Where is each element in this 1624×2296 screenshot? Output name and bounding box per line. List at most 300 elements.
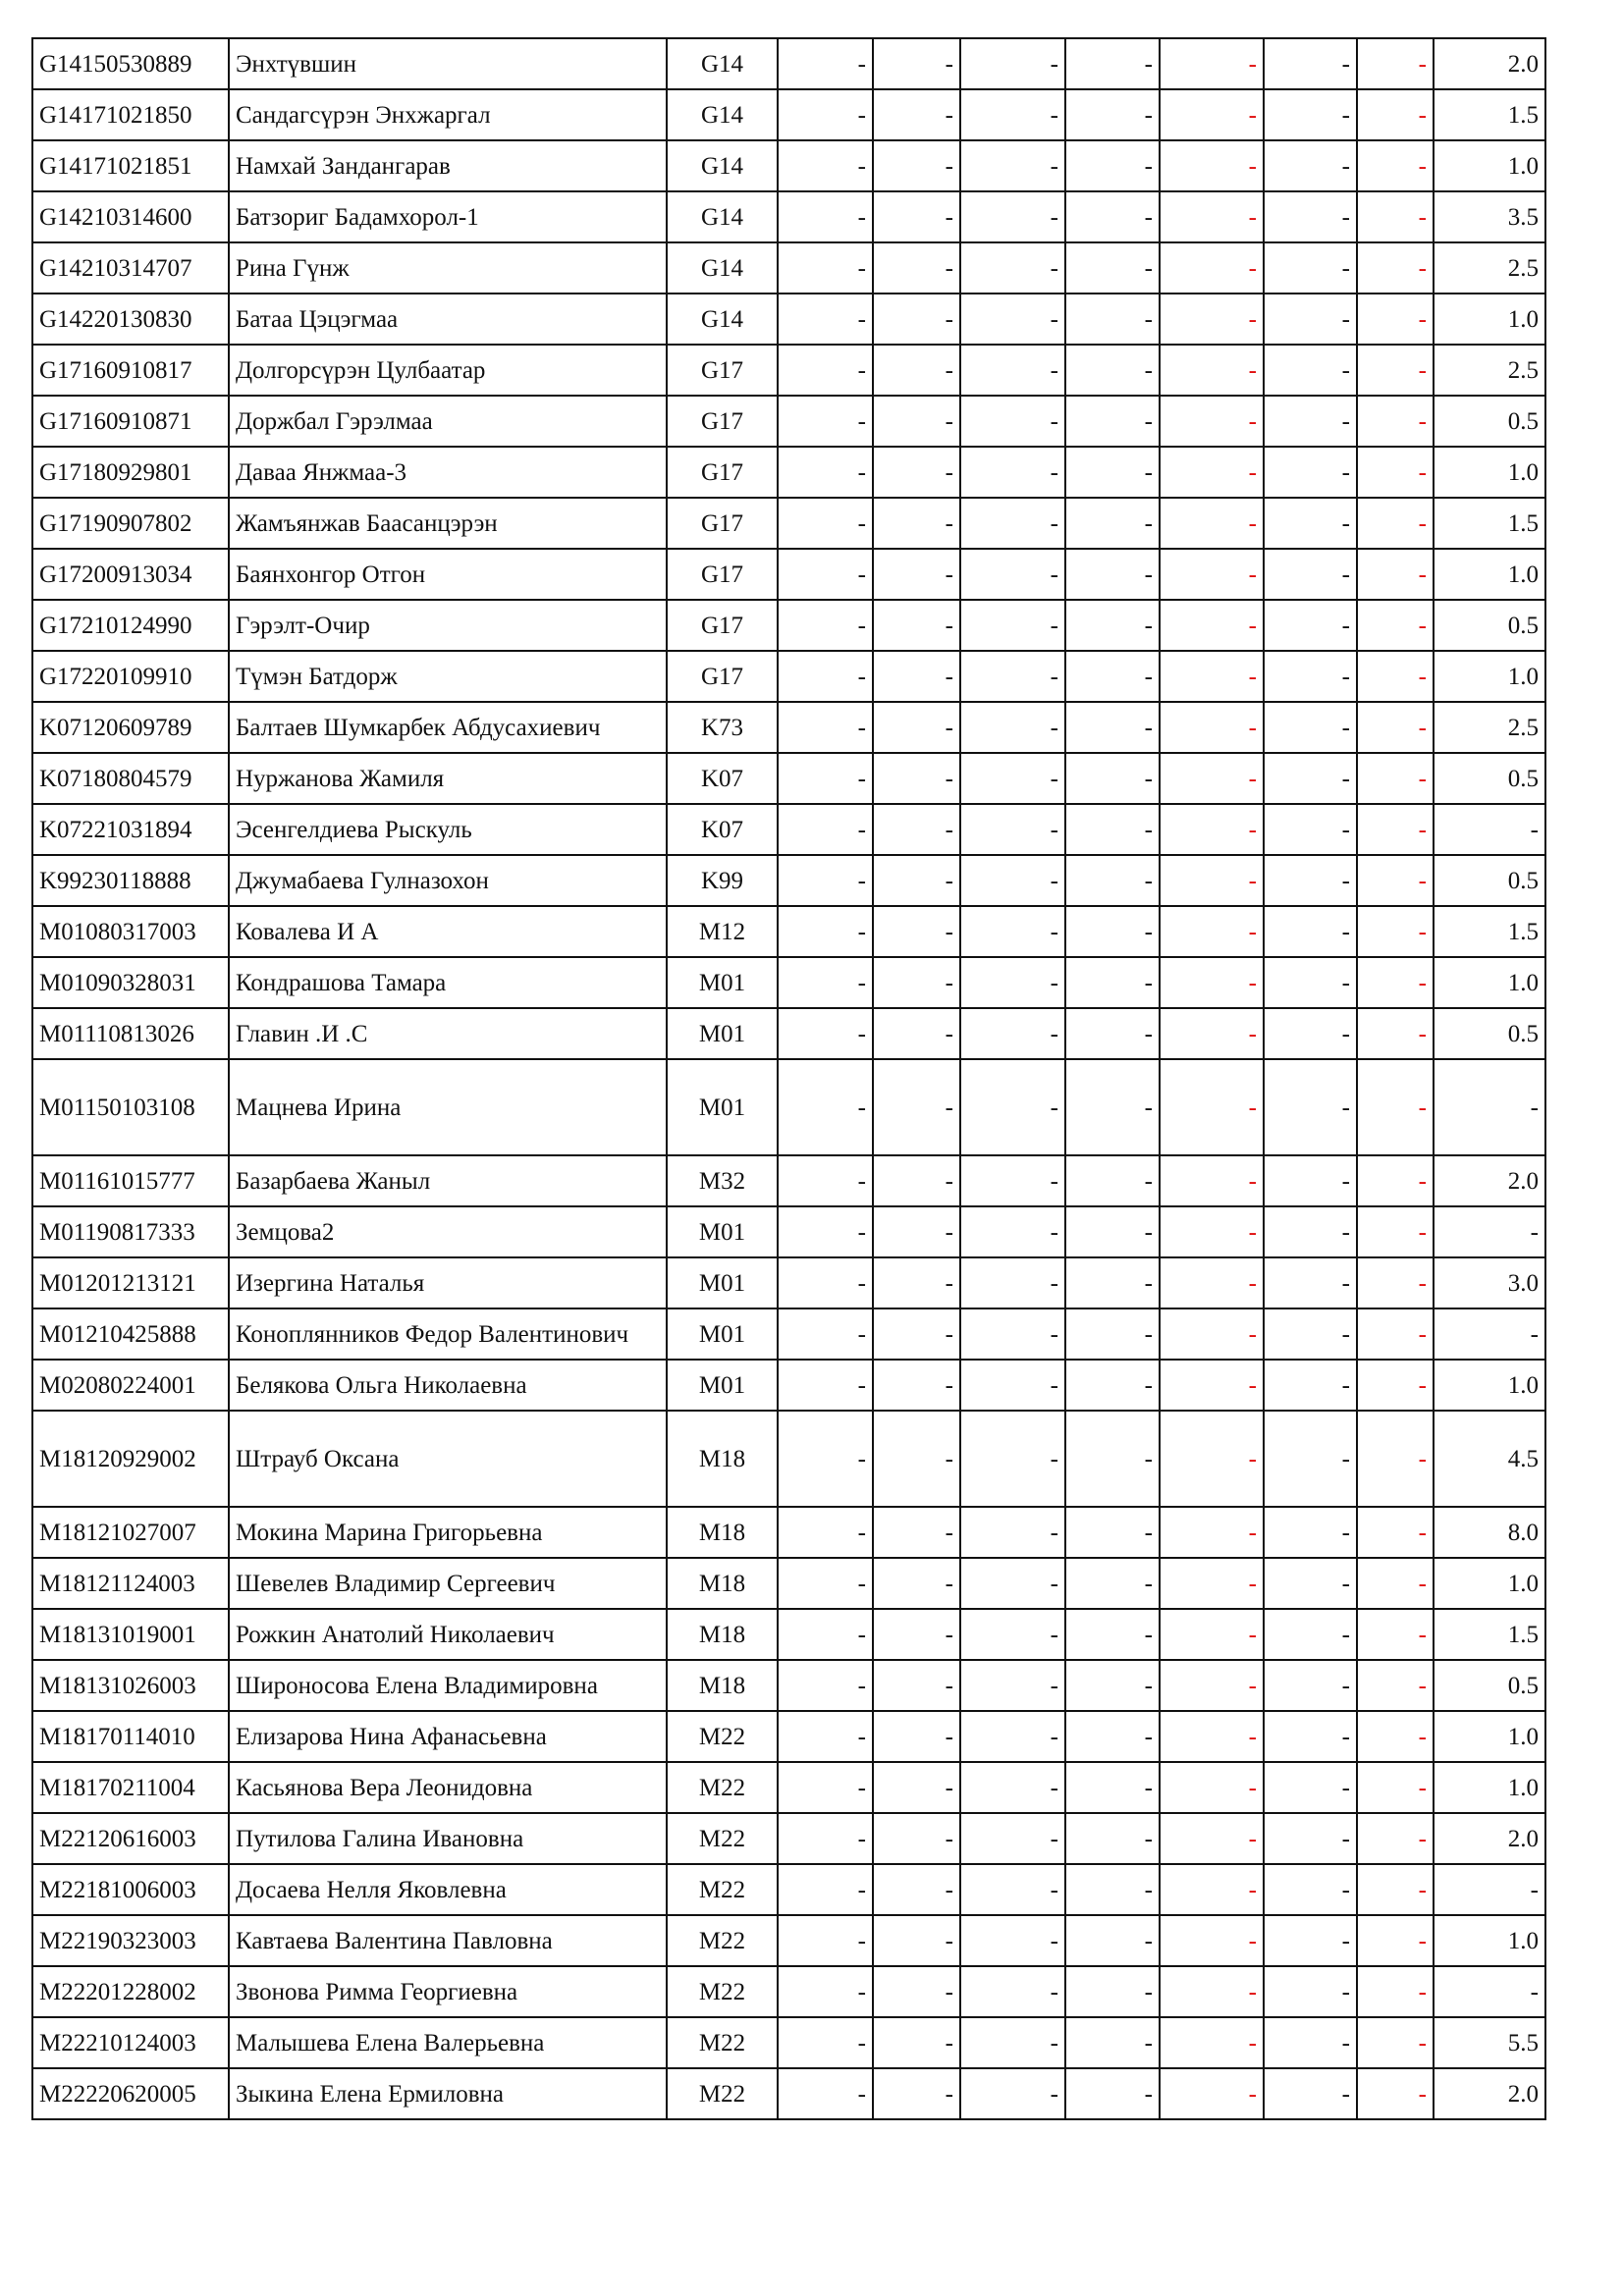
person-name-cell: Долгорсүрэн Цулбаатар — [229, 345, 667, 396]
empty-value-cell: - — [1065, 1813, 1160, 1864]
person-name-cell: Рина Гүнж — [229, 242, 667, 294]
group-code-cell: M22 — [667, 2068, 778, 2119]
empty-value-cell: - — [1065, 1660, 1160, 1711]
record-id-cell: M01210425888 — [32, 1308, 229, 1360]
empty-value-cell: - — [778, 906, 873, 957]
empty-value-cell: - — [1065, 345, 1160, 396]
empty-value-cell: - — [960, 1813, 1065, 1864]
table-row — [32, 1257, 1545, 1308]
empty-value-cell: - — [873, 396, 960, 447]
amount-cell: 1.5 — [1434, 1609, 1545, 1660]
empty-value-cell: - — [778, 294, 873, 345]
empty-value-cell: - — [873, 600, 960, 651]
empty-value-cell: - — [873, 1660, 960, 1711]
amount-cell: 0.5 — [1434, 855, 1545, 906]
group-code-cell: G14 — [667, 38, 778, 89]
amount-cell: 1.0 — [1434, 957, 1545, 1008]
record-id-cell: G14210314707 — [32, 242, 229, 294]
empty-value-cell: - — [1160, 1966, 1264, 2017]
record-id-cell: G17180929801 — [32, 447, 229, 498]
empty-value-cell: - — [1264, 2068, 1357, 2119]
empty-value-cell: - — [960, 2068, 1065, 2119]
empty-value-cell: - — [1264, 549, 1357, 600]
record-id-cell: M18121027007 — [32, 1507, 229, 1558]
empty-value-cell: - — [1264, 191, 1357, 242]
record-id-cell: G14171021851 — [32, 140, 229, 191]
empty-value-cell: - — [1160, 2017, 1264, 2068]
empty-value-cell: - — [1264, 1813, 1357, 1864]
empty-value-cell: - — [1357, 1411, 1434, 1507]
empty-value-cell: - — [1160, 1360, 1264, 1411]
person-name-cell: Балтаев Шумкарбек Абдусахиевич — [229, 702, 667, 753]
empty-value-cell: - — [960, 549, 1065, 600]
table-row — [32, 804, 1545, 855]
record-id-cell: M01110813026 — [32, 1008, 229, 1059]
group-code-cell: G17 — [667, 651, 778, 702]
group-code-cell: M22 — [667, 1711, 778, 1762]
empty-value-cell: - — [960, 1008, 1065, 1059]
person-name-cell: Изергина Наталья — [229, 1257, 667, 1308]
empty-value-cell: - — [1065, 1411, 1160, 1507]
empty-value-cell: - — [778, 38, 873, 89]
empty-value-cell: - — [960, 1308, 1065, 1360]
group-code-cell: M12 — [667, 906, 778, 957]
amount-cell: 1.0 — [1434, 1762, 1545, 1813]
person-name-cell: Нуржанова Жамиля — [229, 753, 667, 804]
amount-cell: 8.0 — [1434, 1507, 1545, 1558]
person-name-cell: Малышева Елена Валерьевна — [229, 2017, 667, 2068]
empty-value-cell: - — [960, 1206, 1065, 1257]
empty-value-cell: - — [960, 1059, 1065, 1155]
amount-cell: 1.0 — [1434, 140, 1545, 191]
record-id-cell: M01201213121 — [32, 1257, 229, 1308]
person-name-cell: Батаа Цэцэгмаа — [229, 294, 667, 345]
empty-value-cell: - — [1160, 1155, 1264, 1206]
empty-value-cell: - — [960, 1660, 1065, 1711]
empty-value-cell: - — [778, 753, 873, 804]
empty-value-cell: - — [778, 1711, 873, 1762]
group-code-cell: M32 — [667, 1155, 778, 1206]
group-code-cell: M18 — [667, 1411, 778, 1507]
amount-cell: 2.0 — [1434, 2068, 1545, 2119]
amount-cell: 0.5 — [1434, 753, 1545, 804]
empty-value-cell: - — [778, 549, 873, 600]
empty-value-cell: - — [1065, 498, 1160, 549]
group-code-cell: M01 — [667, 1360, 778, 1411]
table-row — [32, 1609, 1545, 1660]
empty-value-cell: - — [1264, 1711, 1357, 1762]
empty-value-cell: - — [960, 1411, 1065, 1507]
empty-value-cell: - — [1065, 1059, 1160, 1155]
empty-value-cell: - — [960, 242, 1065, 294]
empty-value-cell: - — [1264, 1660, 1357, 1711]
empty-value-cell: - — [1065, 2017, 1160, 2068]
empty-value-cell: - — [778, 1008, 873, 1059]
empty-value-cell: - — [873, 1558, 960, 1609]
empty-value-cell: - — [1264, 600, 1357, 651]
empty-value-cell: - — [1264, 89, 1357, 140]
amount-cell: - — [1434, 1206, 1545, 1257]
empty-value-cell: - — [778, 1915, 873, 1966]
record-id-cell: M01090328031 — [32, 957, 229, 1008]
group-code-cell: M01 — [667, 1059, 778, 1155]
empty-value-cell: - — [1264, 957, 1357, 1008]
empty-value-cell: - — [1160, 498, 1264, 549]
empty-value-cell: - — [1264, 753, 1357, 804]
table-row — [32, 702, 1545, 753]
empty-value-cell: - — [1357, 651, 1434, 702]
record-id-cell: G14210314600 — [32, 191, 229, 242]
empty-value-cell: - — [873, 1155, 960, 1206]
empty-value-cell: - — [778, 89, 873, 140]
group-code-cell: M22 — [667, 1915, 778, 1966]
empty-value-cell: - — [1264, 1008, 1357, 1059]
table-row — [32, 1711, 1545, 1762]
group-code-cell: M18 — [667, 1507, 778, 1558]
person-name-cell: Түмэн Батдорж — [229, 651, 667, 702]
group-code-cell: G17 — [667, 447, 778, 498]
record-id-cell: M22120616003 — [32, 1813, 229, 1864]
empty-value-cell: - — [1357, 855, 1434, 906]
empty-value-cell: - — [960, 1360, 1065, 1411]
empty-value-cell: - — [960, 89, 1065, 140]
empty-value-cell: - — [1065, 753, 1160, 804]
empty-value-cell: - — [1264, 702, 1357, 753]
record-id-cell: K07180804579 — [32, 753, 229, 804]
table-row — [32, 1762, 1545, 1813]
person-name-cell: Намхай Зандангарав — [229, 140, 667, 191]
table-row — [32, 2068, 1545, 2119]
empty-value-cell: - — [1065, 549, 1160, 600]
record-id-cell: M22220620005 — [32, 2068, 229, 2119]
group-code-cell: K07 — [667, 753, 778, 804]
person-name-cell: Даваа Янжмаа-3 — [229, 447, 667, 498]
empty-value-cell: - — [1065, 396, 1160, 447]
empty-value-cell: - — [778, 600, 873, 651]
empty-value-cell: - — [1357, 345, 1434, 396]
person-name-cell: Елизарова Нина Афанасьевна — [229, 1711, 667, 1762]
person-name-cell: Рожкин Анатолий Николаевич — [229, 1609, 667, 1660]
empty-value-cell: - — [873, 753, 960, 804]
group-code-cell: M01 — [667, 1257, 778, 1308]
empty-value-cell: - — [1264, 2017, 1357, 2068]
table-row — [32, 345, 1545, 396]
person-name-cell: Базарбаева Жаныл — [229, 1155, 667, 1206]
empty-value-cell: - — [1264, 1762, 1357, 1813]
record-id-cell: G14171021850 — [32, 89, 229, 140]
empty-value-cell: - — [1357, 804, 1434, 855]
person-name-cell: Баянхонгор Отгон — [229, 549, 667, 600]
person-name-cell: Мокина Марина Григорьевна — [229, 1507, 667, 1558]
empty-value-cell: - — [1160, 804, 1264, 855]
empty-value-cell: - — [1160, 1059, 1264, 1155]
empty-value-cell: - — [1264, 140, 1357, 191]
empty-value-cell: - — [1065, 38, 1160, 89]
table-row — [32, 396, 1545, 447]
empty-value-cell: - — [1160, 549, 1264, 600]
record-id-cell: M02080224001 — [32, 1360, 229, 1411]
empty-value-cell: - — [1357, 191, 1434, 242]
record-id-cell: G17160910817 — [32, 345, 229, 396]
record-id-cell: M22181006003 — [32, 1864, 229, 1915]
empty-value-cell: - — [960, 1257, 1065, 1308]
empty-value-cell: - — [1357, 1864, 1434, 1915]
empty-value-cell: - — [1357, 1507, 1434, 1558]
empty-value-cell: - — [960, 1558, 1065, 1609]
empty-value-cell: - — [873, 1206, 960, 1257]
empty-value-cell: - — [1160, 1257, 1264, 1308]
table-row — [32, 1660, 1545, 1711]
empty-value-cell: - — [1357, 1257, 1434, 1308]
group-code-cell: K73 — [667, 702, 778, 753]
person-name-cell: Ковалева И А — [229, 906, 667, 957]
amount-cell: 2.0 — [1434, 1813, 1545, 1864]
empty-value-cell: - — [1264, 1206, 1357, 1257]
record-id-cell: M22201228002 — [32, 1966, 229, 2017]
empty-value-cell: - — [873, 804, 960, 855]
empty-value-cell: - — [1065, 855, 1160, 906]
empty-value-cell: - — [1160, 1915, 1264, 1966]
group-code-cell: G14 — [667, 191, 778, 242]
person-name-cell: Путилова Галина Ивановна — [229, 1813, 667, 1864]
empty-value-cell: - — [1357, 957, 1434, 1008]
group-code-cell: M22 — [667, 2017, 778, 2068]
empty-value-cell: - — [873, 1864, 960, 1915]
empty-value-cell: - — [1357, 600, 1434, 651]
table-row — [32, 1507, 1545, 1558]
empty-value-cell: - — [1160, 1864, 1264, 1915]
empty-value-cell: - — [778, 2068, 873, 2119]
table-row — [32, 242, 1545, 294]
empty-value-cell: - — [1357, 1813, 1434, 1864]
empty-value-cell: - — [1160, 191, 1264, 242]
empty-value-cell: - — [778, 1762, 873, 1813]
empty-value-cell: - — [778, 1864, 873, 1915]
table-row — [32, 1411, 1545, 1507]
empty-value-cell: - — [778, 1257, 873, 1308]
empty-value-cell: - — [960, 447, 1065, 498]
empty-value-cell: - — [1357, 906, 1434, 957]
record-id-cell: M18170114010 — [32, 1711, 229, 1762]
empty-value-cell: - — [1065, 1711, 1160, 1762]
record-id-cell: M01161015777 — [32, 1155, 229, 1206]
person-name-cell: Широносова Елена Владимировна — [229, 1660, 667, 1711]
amount-cell: 1.5 — [1434, 906, 1545, 957]
empty-value-cell: - — [778, 242, 873, 294]
amount-cell: 1.5 — [1434, 89, 1545, 140]
empty-value-cell: - — [873, 140, 960, 191]
amount-cell: 2.5 — [1434, 702, 1545, 753]
group-code-cell: M01 — [667, 1206, 778, 1257]
empty-value-cell: - — [1264, 804, 1357, 855]
record-id-cell: G17210124990 — [32, 600, 229, 651]
table-row — [32, 1008, 1545, 1059]
empty-value-cell: - — [960, 191, 1065, 242]
amount-cell: 1.0 — [1434, 1711, 1545, 1762]
empty-value-cell: - — [1357, 1915, 1434, 1966]
empty-value-cell: - — [1160, 242, 1264, 294]
empty-value-cell: - — [1065, 1558, 1160, 1609]
empty-value-cell: - — [778, 1411, 873, 1507]
amount-cell: - — [1434, 1966, 1545, 2017]
empty-value-cell: - — [960, 957, 1065, 1008]
empty-value-cell: - — [778, 191, 873, 242]
person-name-cell: Сандагсүрэн Энхжаргал — [229, 89, 667, 140]
person-name-cell: Кавтаева Валентина Павловна — [229, 1915, 667, 1966]
record-id-cell: G14150530889 — [32, 38, 229, 89]
amount-cell: 1.0 — [1434, 1558, 1545, 1609]
group-code-cell: M01 — [667, 957, 778, 1008]
empty-value-cell: - — [778, 1660, 873, 1711]
amount-cell: 1.0 — [1434, 294, 1545, 345]
empty-value-cell: - — [873, 651, 960, 702]
empty-value-cell: - — [1160, 1609, 1264, 1660]
empty-value-cell: - — [873, 1711, 960, 1762]
group-code-cell: M01 — [667, 1308, 778, 1360]
person-name-cell: Кондрашова Тамара — [229, 957, 667, 1008]
group-code-cell: G14 — [667, 89, 778, 140]
empty-value-cell: - — [873, 345, 960, 396]
empty-value-cell: - — [1160, 855, 1264, 906]
amount-cell: 5.5 — [1434, 2017, 1545, 2068]
table-row — [32, 855, 1545, 906]
empty-value-cell: - — [1264, 345, 1357, 396]
empty-value-cell: - — [778, 855, 873, 906]
person-name-cell: Энхтүвшин — [229, 38, 667, 89]
empty-value-cell: - — [1264, 498, 1357, 549]
empty-value-cell: - — [1160, 1308, 1264, 1360]
empty-value-cell: - — [1357, 1609, 1434, 1660]
empty-value-cell: - — [1065, 1008, 1160, 1059]
empty-value-cell: - — [1160, 447, 1264, 498]
empty-value-cell: - — [1065, 1360, 1160, 1411]
empty-value-cell: - — [778, 702, 873, 753]
group-code-cell: M18 — [667, 1558, 778, 1609]
person-name-cell: Жамъянжав Баасанцэрэн — [229, 498, 667, 549]
empty-value-cell: - — [1264, 651, 1357, 702]
amount-cell: - — [1434, 1864, 1545, 1915]
record-id-cell: G14220130830 — [32, 294, 229, 345]
record-id-cell: M22210124003 — [32, 2017, 229, 2068]
empty-value-cell: - — [873, 2068, 960, 2119]
empty-value-cell: - — [778, 2017, 873, 2068]
group-code-cell: K07 — [667, 804, 778, 855]
empty-value-cell: - — [1357, 1966, 1434, 2017]
empty-value-cell: - — [778, 498, 873, 549]
group-code-cell: M22 — [667, 1762, 778, 1813]
table-row — [32, 753, 1545, 804]
amount-cell: 1.5 — [1434, 498, 1545, 549]
table-row — [32, 906, 1545, 957]
empty-value-cell: - — [1264, 1915, 1357, 1966]
person-name-cell: Досаева Нелля Яковлевна — [229, 1864, 667, 1915]
empty-value-cell: - — [1357, 2068, 1434, 2119]
group-code-cell: M22 — [667, 1864, 778, 1915]
empty-value-cell: - — [960, 294, 1065, 345]
empty-value-cell: - — [960, 140, 1065, 191]
table-row — [32, 38, 1545, 89]
group-code-cell: G17 — [667, 396, 778, 447]
empty-value-cell: - — [1357, 702, 1434, 753]
amount-cell: 2.5 — [1434, 242, 1545, 294]
empty-value-cell: - — [1264, 1966, 1357, 2017]
record-id-cell: M22190323003 — [32, 1915, 229, 1966]
table-row — [32, 1155, 1545, 1206]
empty-value-cell: - — [1160, 1507, 1264, 1558]
empty-value-cell: - — [1160, 1813, 1264, 1864]
empty-value-cell: - — [1357, 1558, 1434, 1609]
empty-value-cell: - — [1264, 1609, 1357, 1660]
empty-value-cell: - — [960, 855, 1065, 906]
empty-value-cell: - — [1357, 242, 1434, 294]
empty-value-cell: - — [1160, 906, 1264, 957]
empty-value-cell: - — [1357, 38, 1434, 89]
group-code-cell: M22 — [667, 1813, 778, 1864]
empty-value-cell: - — [1264, 906, 1357, 957]
empty-value-cell: - — [1065, 600, 1160, 651]
empty-value-cell: - — [1264, 1558, 1357, 1609]
empty-value-cell: - — [960, 753, 1065, 804]
empty-value-cell: - — [960, 396, 1065, 447]
group-code-cell: G17 — [667, 345, 778, 396]
empty-value-cell: - — [1065, 906, 1160, 957]
table-row — [32, 1966, 1545, 2017]
empty-value-cell: - — [1357, 1155, 1434, 1206]
empty-value-cell: - — [873, 2017, 960, 2068]
record-id-cell: G17200913034 — [32, 549, 229, 600]
empty-value-cell: - — [960, 1609, 1065, 1660]
empty-value-cell: - — [1065, 957, 1160, 1008]
empty-value-cell: - — [873, 1507, 960, 1558]
record-id-cell: K07120609789 — [32, 702, 229, 753]
empty-value-cell: - — [873, 38, 960, 89]
empty-value-cell: - — [1160, 1206, 1264, 1257]
record-id-cell: K07221031894 — [32, 804, 229, 855]
empty-value-cell: - — [1357, 140, 1434, 191]
empty-value-cell: - — [1065, 294, 1160, 345]
empty-value-cell: - — [960, 38, 1065, 89]
empty-value-cell: - — [1160, 1711, 1264, 1762]
empty-value-cell: - — [1357, 294, 1434, 345]
empty-value-cell: - — [1065, 242, 1160, 294]
empty-value-cell: - — [1357, 1008, 1434, 1059]
group-code-cell: M18 — [667, 1609, 778, 1660]
person-name-cell: Доржбал Гэрэлмаа — [229, 396, 667, 447]
empty-value-cell: - — [873, 855, 960, 906]
empty-value-cell: - — [1065, 89, 1160, 140]
empty-value-cell: - — [1160, 753, 1264, 804]
table-row — [32, 498, 1545, 549]
empty-value-cell: - — [778, 1308, 873, 1360]
amount-cell: 1.0 — [1434, 447, 1545, 498]
amount-cell: 2.0 — [1434, 38, 1545, 89]
table-row — [32, 957, 1545, 1008]
table-row — [32, 1864, 1545, 1915]
empty-value-cell: - — [1065, 1206, 1160, 1257]
table-row — [32, 1813, 1545, 1864]
empty-value-cell: - — [1065, 140, 1160, 191]
amount-cell: 1.0 — [1434, 549, 1545, 600]
empty-value-cell: - — [873, 549, 960, 600]
empty-value-cell: - — [960, 1915, 1065, 1966]
empty-value-cell: - — [1264, 1308, 1357, 1360]
amount-cell: 4.5 — [1434, 1411, 1545, 1507]
empty-value-cell: - — [778, 1609, 873, 1660]
empty-value-cell: - — [1065, 702, 1160, 753]
empty-value-cell: - — [960, 804, 1065, 855]
empty-value-cell: - — [1264, 1864, 1357, 1915]
empty-value-cell: - — [1065, 651, 1160, 702]
